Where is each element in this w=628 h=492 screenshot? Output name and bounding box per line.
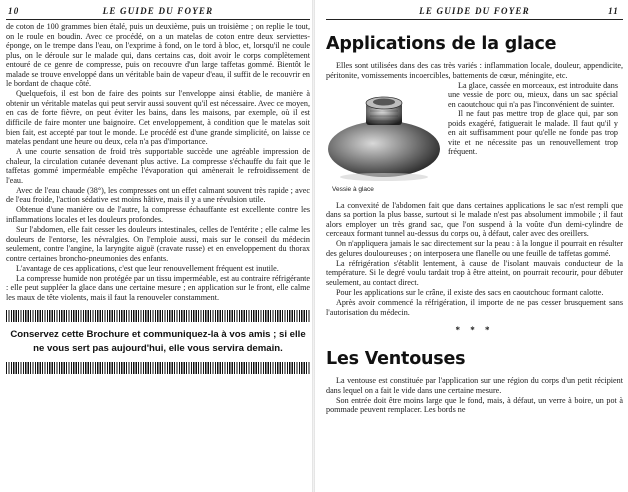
header-rule — [6, 19, 310, 20]
section-separator: * * * — [455, 325, 494, 336]
paragraph: La compresse humide non protégée par un tissu imperméable, est au contraire réfrigérante : elle peut suppléer la glace dans une certaine mesure ; en application sur le front, elle calme les maux de tête violents, mais il faut la renouveler constamment. — [6, 273, 310, 302]
paragraph: Sur l'abdomen, elle fait cesser les douleurs intestinales, celles de l'entérite ; elle calme les douleurs de l'entorse, les névralgies. On l'emploie aussi, mais sur le conseil du médecin seulement, contre l'angine, la laryngite aiguë (cravate russe) et en enveloppement du thorax contre certaines broncho-pneumonies des enfants. — [6, 224, 310, 263]
page-number: 10 — [8, 6, 20, 16]
running-title: LE GUIDE DU FOYER — [102, 6, 214, 16]
paragraph: Avec de l'eau chaude (38°), les compresses ont un effet calmant souvent très rapide ; avec de l'eau froide, l'action sédative est moins hâtive, mais il y a une révulsion utile. — [6, 185, 310, 205]
paragraph: Pour les applications sur le crâne, il existe des sacs en caoutchouc formant calotte. — [336, 288, 604, 298]
paragraph: La ventouse est constituée par l'application sur une région du corps d'un petit récipient dans lequel on a fait le vide dans une certaine mesure. — [326, 376, 623, 395]
paragraph: L'avantage de ces applications, c'est que leur renouvellement fréquent est inutile. — [16, 263, 279, 273]
paragraph: La réfrigération s'établit lentement, à cause de l'isolant mauvais conducteur de la température. Si le degré voulu tardait trop à être atteint, on pourrait recourir, pour débuter seulement, au contact direct. — [326, 258, 623, 287]
page-number: 11 — [608, 6, 619, 16]
paragraph: de coton de 100 grammes bien étalé, puis un deuxième, puis un troisième ; on replie le tout, on le roule en boudin. Avec ce procédé, on a un matelas de coton entre deux serviettes-éponge, on le trempe dans l'eau, on l'exprime à fond, on le tord à bloc, et, lorsqu'il ne coule plus, on le déroule sur le malade qui, dans certains cas, doit avoir le corps complètement entouré de ce genre de compresse, puis on recouvre d'un large taffetas gommé. Bientôt le malade se trouve enveloppé dans un véritable bain de vapeur d'eau, il suffit de le recouvrir en le bordant de chaque côté. — [6, 22, 310, 89]
right-page — [314, 0, 628, 492]
paragraph: Après avoir commencé la réfrigération, il importe de ne pas cesser brusquement sans l'autorisation du médecin. — [326, 298, 623, 317]
figure-side-text — [448, 81, 618, 157]
running-title: LE GUIDE DU FOYER — [419, 6, 530, 16]
paragraph: La convexité de l'abdomen fait que dans certaines applications le sac n'est rempli que dans sa portion la plus basse, surtout si le malade n'est pas absolument immobile ; il faut alors employer un très grand sac, que l'on suspend à la voûte d'un demi-cylindre de cerceaux formant tunnel au-dessus du corps ou, à défaut, caler avec des oreillers. — [326, 200, 623, 239]
paragraph: Son entrée doit être moins large que le fond, mais, à défaut, un verre à boire, un pot à pommade peuvent remplacer. Les bords ne — [326, 395, 623, 415]
figure-block — [326, 81, 623, 199]
paragraph: Quelquefois, il est bon de faire des points sur l'enveloppe ainsi établie, de manière à obtenir un véritable matelas qui peut servir aussi souvent qu'il est nécessaire. Avec ce moyen, en cas de forte fièvre, on peut éviter les bains, dans les maisons, par exemple, où il est difficile de faire monter une baignoire. Cet enveloppement, à condition que le matelas soit bien fait, est accepté par tout le monde. Le procédé est d'une grande simplicité, on laisse ce matelas pendant une heure ou deux, cela n'a pas d'importance. — [6, 89, 310, 147]
section-title-ventouses: Les Ventouses — [326, 349, 466, 370]
header-rule — [326, 19, 623, 20]
banner-text: Conservez cette Brochure et communiquez-la à vos amis ; si elle ne vous sert pas aujourd'hui, elle vous servira demain. — [10, 329, 306, 355]
paragraph: La glace, cassée en morceaux, est introduite dans une vessie de porc ou, mieux, dans un sac spécial en caoutchouc qui n'a pas l'inconvénient de suinter. — [448, 80, 618, 109]
paragraph: A une courte sensation de froid très supportable succède une agréable impression de chaleur, la circulation cutanée devenant plus active. La compresse s'échauffe du fait que le taffetas gommé imperméable empêche l'évaporation qui amènerait le refroidissement de l'eau. — [6, 147, 310, 185]
figure-caption: Vessie à glace — [332, 185, 374, 193]
paragraph: Obtenue d'une manière ou de l'autre, la compresse échauffante est excellente contre les inflammations locales et les douleurs profondes. — [6, 205, 310, 224]
section-title-glace: Applications de la glace — [326, 34, 557, 54]
banner-stripe-top — [6, 310, 310, 322]
paragraph: On n'appliquera jamais le sac directement sur la peau : à la longue il pourrait en résulter des gelures douloureuses ; on interposera une flanelle ou une feuille de taffetas gommé. — [326, 239, 623, 258]
page-body — [6, 22, 310, 302]
page-header — [6, 6, 310, 20]
ice-bag-illustration — [326, 81, 442, 185]
brochure-banner — [6, 310, 310, 374]
banner-stripe-bottom — [6, 362, 310, 374]
paragraph: Elles sont utilisées dans des cas très variés : inflammation locale, douleur, appendicite, péritonite, vomissements incoercibles, battements de cœur, méningite, etc. — [326, 61, 623, 80]
page-body — [326, 61, 623, 80]
page-body-continued — [326, 201, 623, 318]
page-header — [326, 6, 623, 20]
paragraph: Il ne faut pas mettre trop de glace qui, par son poids exagéré, fatiguerait le malade. Il faut qu'il y en ait suffisamment pour qu'elle ne fonde pas trop vite et ne nécessite pas un renouvellement trop fréquent. — [448, 109, 618, 157]
page-body-ventouses — [326, 376, 623, 415]
